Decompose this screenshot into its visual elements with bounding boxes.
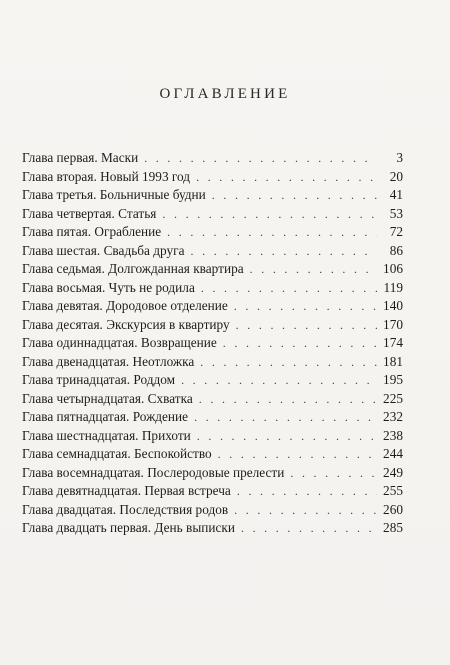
- chapter-title: Глава семнадцатая. Беспокойство: [22, 446, 212, 461]
- dot-leader: [218, 445, 377, 464]
- chapter-title: Глава двадцатая. Последствия родов: [22, 501, 229, 517]
- chapter-title: Глава десятая. Экскурсия в квартиру: [22, 316, 230, 332]
- page-number: 232: [383, 409, 403, 424]
- dot-leader: [199, 390, 377, 409]
- chapter-title: Глава восемнадцатая. Послеродовые прелести: [22, 464, 285, 480]
- page-number: 140: [383, 298, 403, 313]
- dot-leader: [236, 316, 377, 335]
- chapter-title: Глава девятнадцатая. Первая встреча: [22, 483, 231, 498]
- dot-leader: [162, 205, 377, 224]
- dot-leader: [191, 242, 377, 261]
- toc-entry: [22, 353, 403, 372]
- page-number: 249: [383, 464, 403, 480]
- dot-leader: [212, 186, 377, 205]
- toc-entry: [22, 390, 403, 409]
- page-number: 238: [383, 427, 403, 443]
- chapter-title: Глава первая. Маски: [22, 150, 139, 165]
- page-number: 225: [383, 390, 403, 406]
- page-number: 170: [383, 316, 403, 332]
- page-title: ОГЛАВЛЕНИЕ: [159, 86, 291, 102]
- dot-leader: [197, 427, 377, 446]
- dot-leader: [250, 260, 377, 279]
- dot-leader: [234, 297, 377, 316]
- dot-leader: [200, 353, 377, 372]
- chapter-title: Глава двенадцатая. Неотложка: [22, 353, 195, 369]
- dot-leader: [241, 519, 377, 538]
- dot-leader: [201, 279, 377, 298]
- chapter-title: Глава третья. Больничные будни: [22, 187, 206, 202]
- toc-entry: [22, 149, 403, 168]
- chapter-title: Глава четырнадцатая. Схватка: [22, 390, 193, 406]
- chapter-title: Глава вторая. Новый 1993 год: [22, 168, 191, 184]
- page-number: 20: [389, 168, 403, 184]
- chapter-title: Глава седьмая. Долгожданная квартира: [22, 261, 244, 276]
- toc-entry: [22, 186, 403, 205]
- table-of-contents: [22, 149, 403, 538]
- toc-entry: [22, 427, 403, 446]
- page-number: 285: [383, 520, 403, 535]
- page-number: 106: [383, 261, 403, 276]
- chapter-title: Глава пятая. Ограбление: [22, 224, 162, 239]
- toc-entry: [22, 408, 403, 427]
- chapter-title: Глава шестнадцатая. Прихоти: [22, 427, 191, 443]
- dot-leader: [237, 482, 377, 501]
- page-number: 174: [383, 335, 403, 350]
- chapter-title: Глава девятая. Дородовое отделение: [22, 298, 228, 313]
- toc-entry: [22, 279, 403, 298]
- toc-entry: [22, 242, 403, 261]
- toc-entry: [22, 316, 403, 335]
- dot-leader: [144, 149, 377, 168]
- dot-leader: [234, 501, 377, 520]
- dot-leader: [196, 168, 377, 187]
- toc-entry: [22, 371, 403, 390]
- toc-entry: [22, 260, 403, 279]
- toc-entry: [22, 205, 403, 224]
- page-number: 260: [383, 501, 403, 517]
- page-number: 244: [383, 446, 403, 461]
- toc-entry: [22, 223, 403, 242]
- dot-leader: [181, 371, 377, 390]
- dot-leader: [194, 408, 377, 427]
- toc-entry: [22, 445, 403, 464]
- toc-entry: [22, 519, 403, 538]
- page-number: 53: [389, 205, 403, 221]
- page-number: 119: [383, 279, 403, 295]
- toc-entry: [22, 334, 403, 353]
- page-number: 255: [383, 483, 403, 498]
- chapter-title: Глава шестая. Свадьба друга: [22, 242, 185, 258]
- chapter-title: Глава четвертая. Статья: [22, 205, 157, 221]
- page-number: 181: [383, 353, 403, 369]
- page-number: 3: [396, 150, 403, 165]
- page-number: 195: [383, 372, 403, 387]
- page-number: 86: [389, 242, 403, 258]
- page-number: 72: [389, 224, 403, 239]
- dot-leader: [290, 464, 377, 483]
- chapter-title: Глава одиннадцатая. Возвращение: [22, 335, 217, 350]
- chapter-title: Глава восьмая. Чуть не родила: [22, 279, 195, 295]
- toc-entry: [22, 482, 403, 501]
- toc-entry: [22, 168, 403, 187]
- toc-entry: [22, 464, 403, 483]
- chapter-title: Глава пятнадцатая. Рождение: [22, 409, 189, 424]
- page-number: 41: [389, 187, 403, 202]
- toc-entry: [22, 501, 403, 520]
- dot-leader: [223, 334, 377, 353]
- chapter-title: Глава тринадцатая. Роддом: [22, 372, 176, 387]
- dot-leader: [167, 223, 377, 242]
- chapter-title: Глава двадцать первая. День выписки: [22, 520, 235, 535]
- toc-entry: [22, 297, 403, 316]
